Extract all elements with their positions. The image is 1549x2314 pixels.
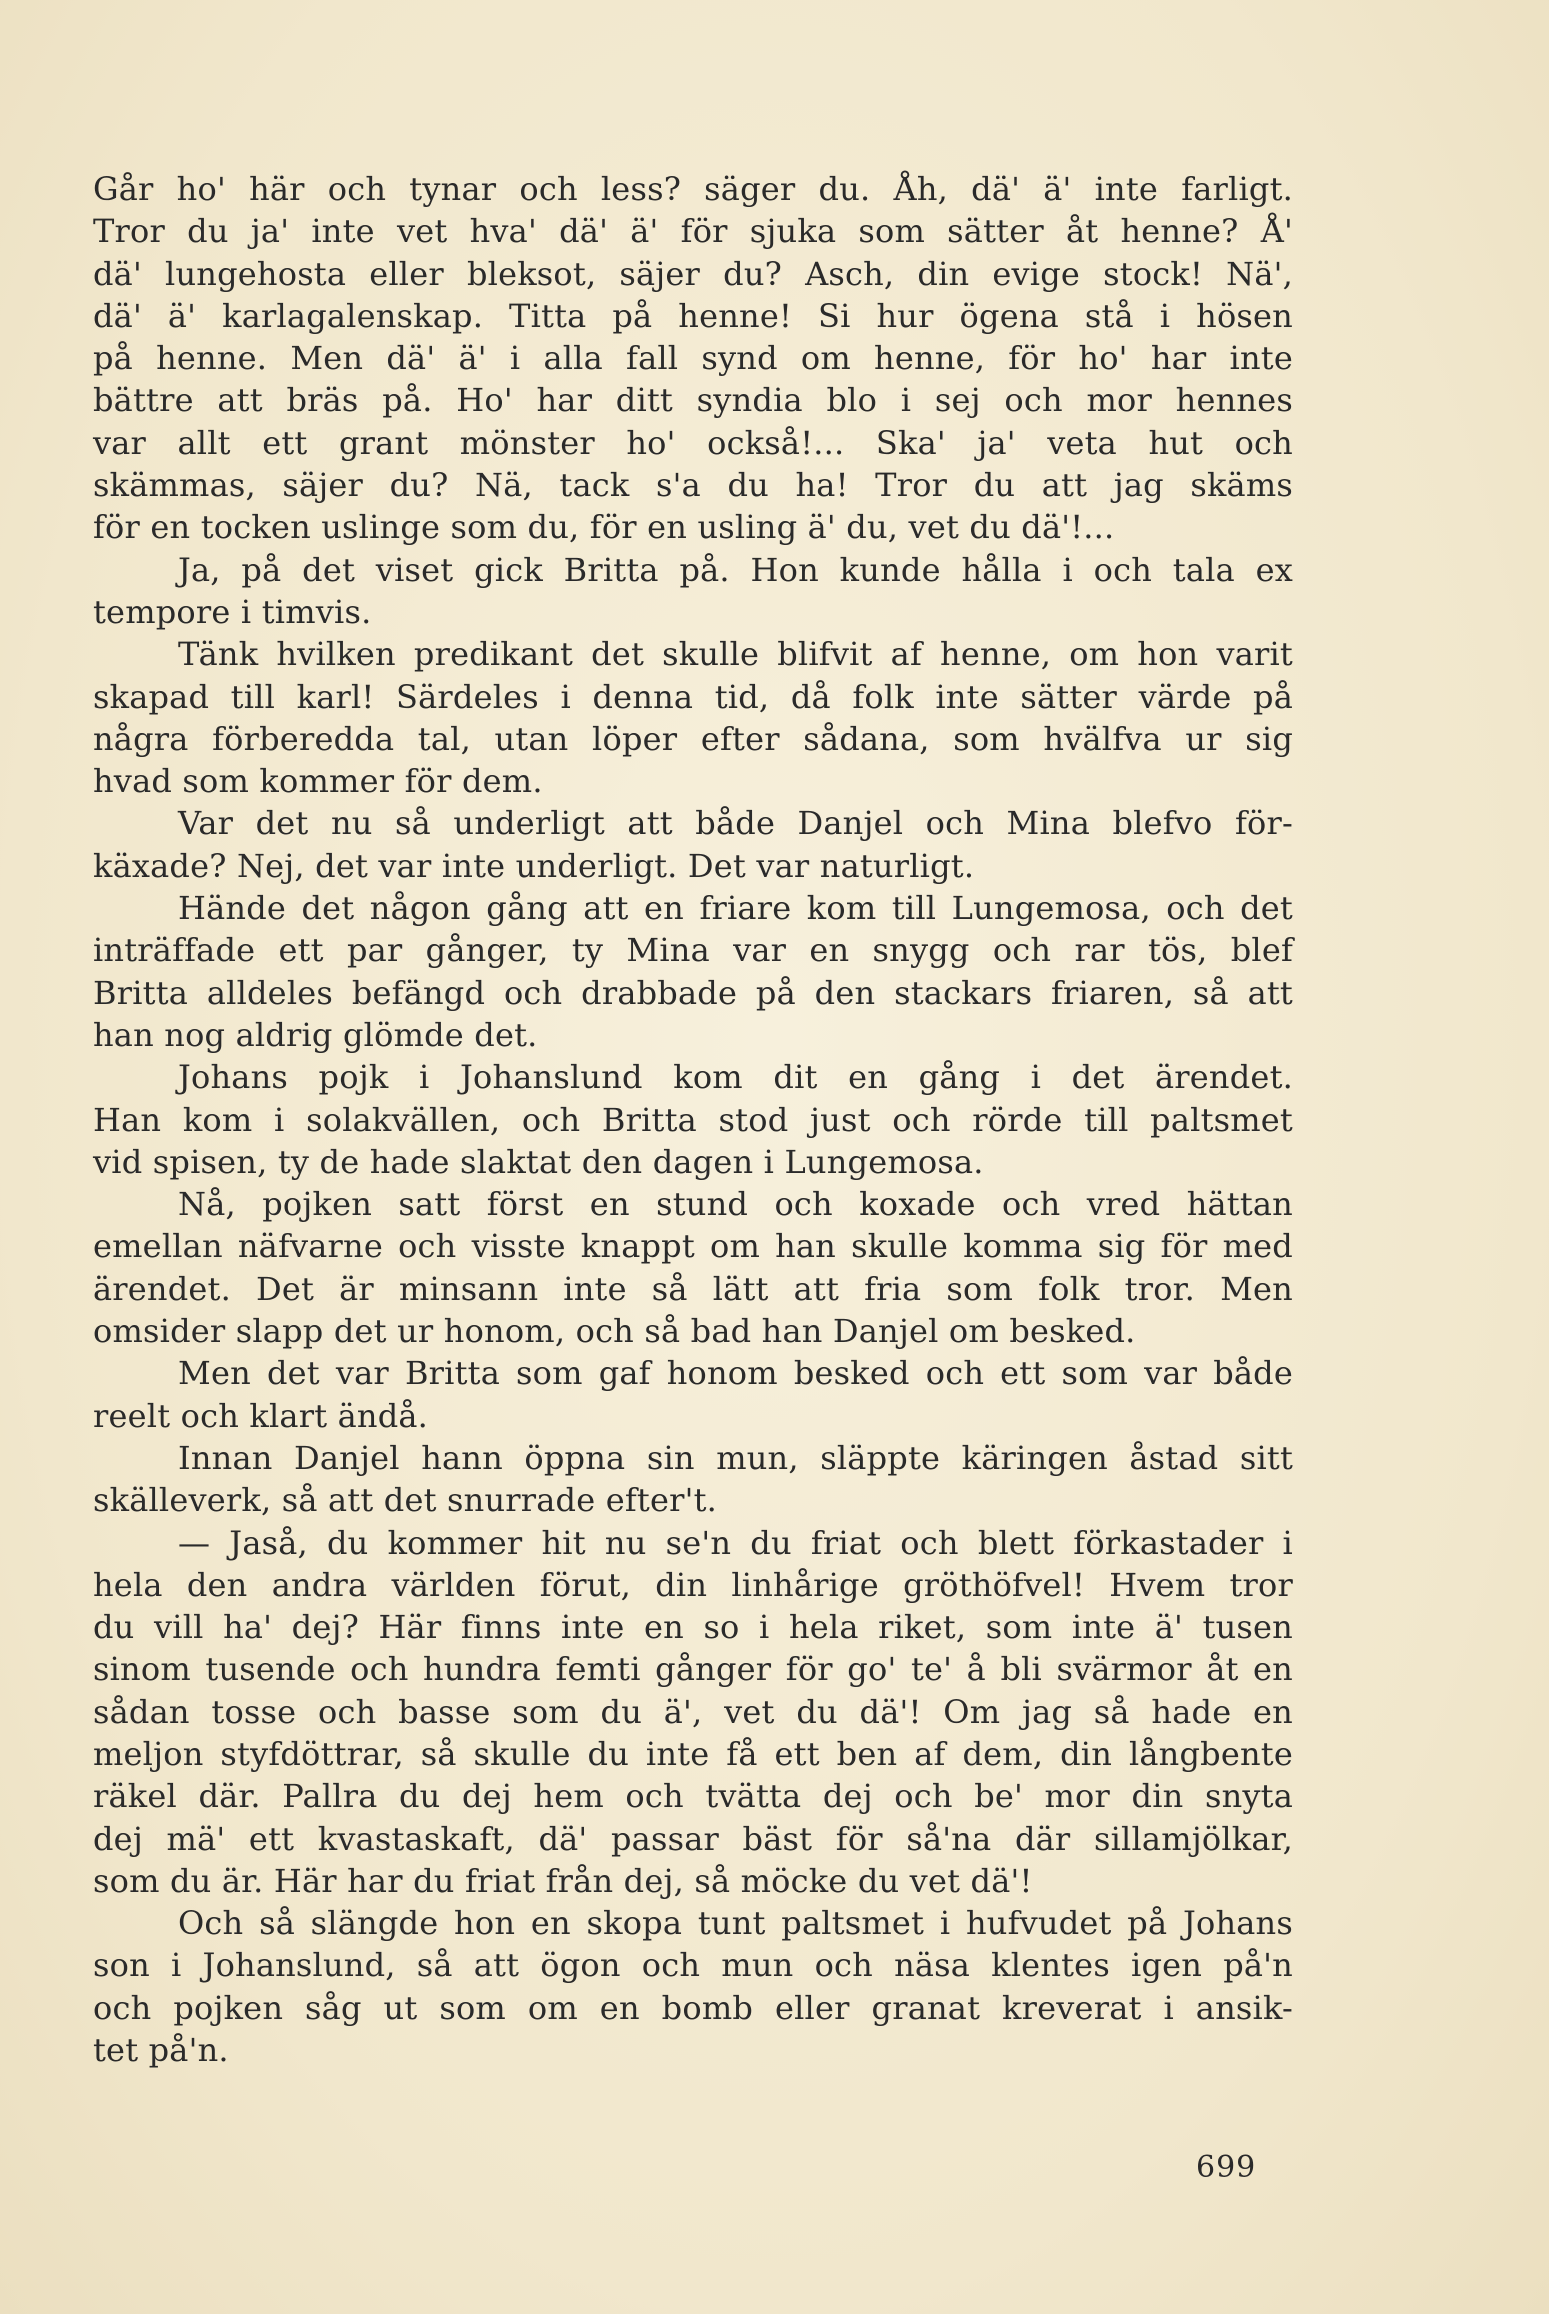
text-line: tempore i timvis. [93,592,372,631]
text-line: han nog aldrig glömde det. [93,1015,538,1054]
text-line: emellan näfvarne och visste knappt om han skulle komma sig för med [93,1227,1293,1266]
text-line: på henne. Men dä' ä' i alla fall synd om henne, för ho' har inte [93,339,1293,378]
text-line: Johans pojk i Johanslund kom dit en gång i det ärendet. [178,1058,1293,1097]
text-line: Han kom i solakvällen, och Britta stod just och rörde till paltsmet [93,1100,1293,1139]
text-line: son i Johanslund, så att ögon och mun och näsa klentes igen på'n [93,1946,1293,1985]
text-line: Men det var Britta som gaf honom besked och ett som var både [178,1354,1293,1393]
text-line: Nå, pojken satt först en stund och koxade och vred hättan [178,1185,1293,1224]
text-line: Hände det någon gång att en friare kom till Lungemosa, och det [178,889,1293,928]
text-line: inträffade ett par gånger, ty Mina var en snygg och rar tös, blef [93,931,1293,970]
text-line: Tänk hvilken predikant det skulle blifvit af henne, om hon varit [178,635,1293,674]
text-line: var allt ett grant mönster ho' också!... Ska' ja' veta hut och [93,423,1293,462]
text-line: käxade? Nej, det var inte underligt. Det var naturligt. [93,846,975,885]
text-line: ärendet. Det är minsann inte så lätt att fria som folk tror. Men [93,1269,1293,1308]
text-line: tet på'n. [93,2031,229,2070]
page-number: 699 [1196,2150,1257,2185]
text-line: vid spisen, ty de hade slaktat den dagen i Lungemosa. [93,1142,984,1181]
text-line: Var det nu så underligt att både Danjel och Mina blefvo för- [178,804,1293,843]
text-line: meljon styfdöttrar, så skulle du inte få ett ben af dem, din långbente [93,1734,1293,1773]
text-line: dej mä' ett kvastaskaft, dä' passar bäst för så'na där sillamjölkar, [93,1819,1293,1858]
text-line: bättre att bräs på. Ho' har ditt syndia blo i sej och mor hennes [93,381,1293,420]
text-line: skapad till karl! Särdeles i denna tid, då folk inte sätter värde på [93,677,1293,716]
text-line: Går ho' här och tynar och less? säger du. Åh, dä' ä' inte farligt. [93,170,1293,208]
text-line: några förberedda tal, utan löper efter sådana, som hvälfva ur sig [93,719,1293,758]
text-line: skämmas, säjer du? Nä, tack s'a du ha! Tror du att jag skäms [93,466,1293,505]
text-line: sådan tosse och basse som du ä', vet du dä'! Om jag så hade en [93,1692,1293,1731]
text-line: som du är. Här har du friat från dej, så möcke du vet dä'! [93,1861,1033,1900]
text-line: Och så slängde hon en skopa tunt paltsmet i hufvudet på Johans [178,1904,1293,1943]
text-line: omsider slapp det ur honom, och så bad han Danjel om besked. [93,1312,1136,1351]
text-line: sinom tusende och hundra femti gånger för go' te' å bli svärmor åt en [93,1650,1293,1689]
text-line: Ja, på det viset gick Britta på. Hon kunde hålla i och tala ex [178,550,1293,589]
text-line: skälleverk, så att det snurrade efter't. [93,1481,718,1520]
text-line: — Jaså, du kommer hit nu se'n du friat och blett förkastader i [178,1523,1293,1562]
text-line: hvad som kommer för dem. [93,762,543,801]
text-line: dä' ä' karlagalenskap. Titta på henne! Si hur ögena stå i hösen [93,296,1293,335]
text-line: reelt och klart ändå. [93,1396,429,1435]
text-line: Innan Danjel hann öppna sin mun, släppte käringen åstad sitt [178,1438,1293,1477]
text-line: räkel där. Pallra du dej hem och tvätta dej och be' mor din snyta [93,1777,1293,1816]
text-line: för en tocken uslinge som du, för en usling ä' du, vet du dä'!... [93,508,1115,547]
text-line: Britta alldeles befängd och drabbade på den stackars friaren, så att [93,973,1293,1012]
text-line: och pojken såg ut som om en bomb eller granat kreverat i ansik- [93,1988,1293,2027]
text-line: hela den andra världen förut, din linhårige gröthöfvel! Hvem tror [93,1565,1293,1604]
text-line: Tror du ja' inte vet hva' dä' ä' för sjuka som sätter åt henne? Å' [93,212,1293,251]
body-text [93,168,1293,2071]
text-line: dä' lungehosta eller bleksot, säjer du? Asch, din evige stock! Nä', [93,254,1293,293]
text-line: du vill ha' dej? Här finns inte en so i hela riket, som inte ä' tusen [93,1608,1293,1647]
